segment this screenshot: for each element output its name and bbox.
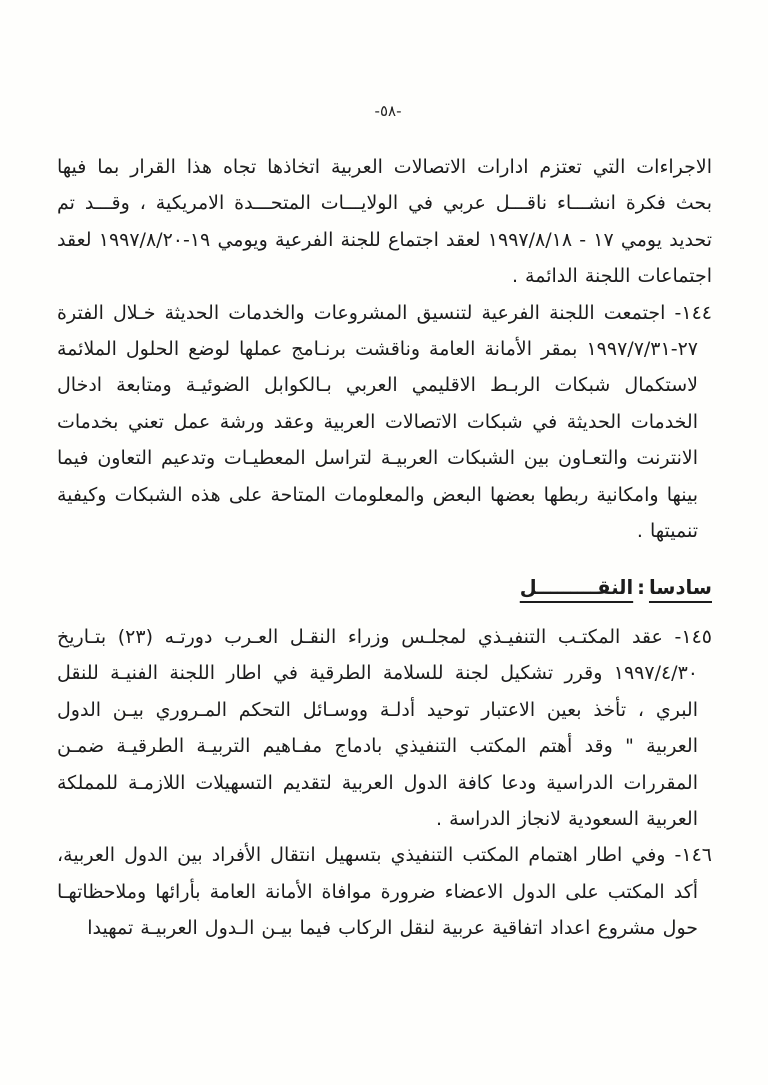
section-heading-title: النقـــــــــل [519, 576, 634, 600]
item-text: وفي اطار اهتمام المكتب التنفيذي بتسهيل انتقال الأفراد بين الدول العربية، أكد المكتب على الدول الاعضاء ضرورة موافاة الأمانة العامة بأرائها وملاحظاتهـا حول مشروع اعداد اتفاقية عربية لنقل الركاب فيما بيـن الـدول العربيـة تمهيدا [57, 844, 698, 940]
list-item-145 [57, 619, 712, 837]
section-heading [57, 570, 712, 606]
list-item-146 [57, 837, 712, 946]
document-body [57, 149, 712, 947]
section-heading-word: سادسا [648, 576, 712, 600]
section-heading-separator: : [637, 576, 645, 600]
item-number: ١٤٦- [674, 844, 712, 867]
item-number: ١٤٤- [674, 301, 712, 324]
page-number: -٥٨- [374, 102, 402, 120]
item-text: اجتمعت اللجنة الفرعية لتنسيق المشروعات والخدمات الحديثة خـلال الفترة ٢٧-١٩٩٧/٧/٣١ بمقر الأمانة العامة وناقشت برنـامج عملها لوضع الحلول الملائمة لاستكمال شبكات الربـط الاقليمي العربي بـالكوابل الضوئيـة ومتابعة ادخال الخدمات الحديثة في شبكات الاتصالات العربية وعقد ورشة عمل تعني بخدمات الانترنت والتعـاون بين الشبكات العربيـة لتراسل المعطيـات وتدعيم التعاون فيما بينها وامكانية ربطها بعضها البعض والمعلومات المتاحة على هذه الشبكات وكيفية تنميتها . [57, 301, 698, 543]
item-text: عقد المكتـب التنفيـذي لمجلـس وزراء النقـل العـرب دورتـه (٢٣) بتـاريخ ١٩٩٧/٤/٣٠ وقرر تشكيل لجنة للسلامة الطرقية في اطار اللجنة الفنيـة للنقل البري ، تأخذ بعين الاعتبار توحيد أدلـة ووسـائل التحكم المـروري بيـن الدول العربية " وقد أهتم المكتب التنفيذي بادماج مفـاهيم التربيـة الطرقيـة ضمـن المقررات الدراسية ودعا كافة الدول العربية لتقديم التسهيلات اللازمـة للمملكة العربية السعودية لانجاز الدراسة . [57, 625, 698, 830]
list-item-144 [57, 295, 712, 550]
paragraph-intro: الاجراءات التي تعتزم ادارات الاتصالات العربية اتخاذها تجاه هذا القرار بما فيها بحث فكرة انشـــاء ناقـــل عربي في الولايـــات المتحـــدة الامريكية ، وقـــد تم تحديد يومي ١٧ - ١٩٩٧/٨/١٨ لعقد اجتماع للجنة الفرعية ويومي ١٩-١٩٩٧/٨/٢٠ لعقد اجتماعات اللجنة الدائمة . [57, 156, 713, 288]
item-number: ١٤٥- [674, 625, 712, 648]
